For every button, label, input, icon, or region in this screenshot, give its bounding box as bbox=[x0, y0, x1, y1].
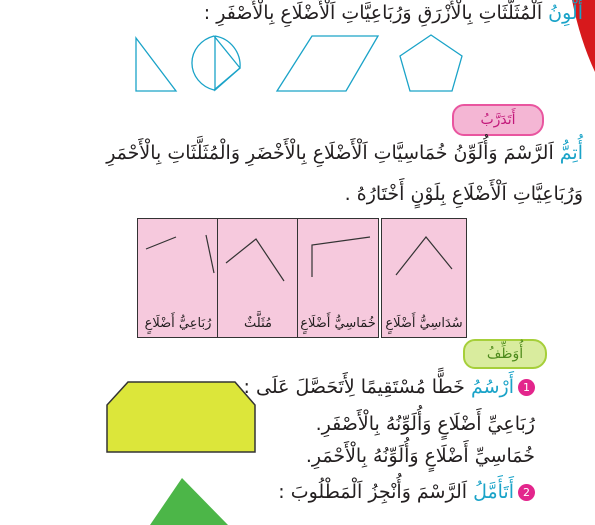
practice-tag: أَتَدَرَّبُ bbox=[452, 104, 544, 136]
item1-verb: أَرْسُمُ bbox=[470, 376, 514, 398]
item-number-badge: 2 bbox=[518, 484, 535, 501]
instruction-verb: أَلْوِنُ bbox=[548, 2, 583, 24]
box-label-triangle: مُثَلَّثٌ bbox=[244, 316, 272, 331]
practice-line-1 bbox=[106, 142, 583, 164]
shape-box-hexagon bbox=[381, 218, 467, 338]
green-triangle-shape bbox=[150, 478, 228, 525]
item-number-badge: 1 bbox=[518, 379, 535, 396]
box-label-pentagon: خُمَاسِيُّ أَضْلَاعٍ bbox=[300, 316, 376, 331]
item2-text: اَلرَّسْمَ وَأُنْجِزُ اَلْمَطْلُوبَ : bbox=[278, 481, 474, 503]
instruction-line-1 bbox=[204, 2, 583, 24]
parallelogram-shape bbox=[277, 36, 378, 91]
item1-text: خَطًّا مُسْتَقِيمًا لِأَتَحَصَّلَ عَلَى : bbox=[243, 376, 471, 398]
use-item-1 bbox=[244, 376, 535, 398]
use-item-2 bbox=[278, 481, 535, 503]
practice-line-2: وَرُبَاعِيَّاتِ اَلْأَضْلَاعِ بِلَوْنٍ أَخْتَارُهُ . bbox=[344, 183, 583, 205]
practice-verb: أُتِمُّ bbox=[559, 142, 583, 164]
instruction-text: اَلْمُثَلَّثَاتِ بِالْأَزْرَقِ وَرُبَاعِيَّاتِ اَلْأَضْلَاعِ بِالْأَصْفَرِ : bbox=[203, 2, 549, 24]
use-tag: أُوَظِّفُ bbox=[463, 339, 547, 369]
circle-segment-shape bbox=[192, 36, 240, 90]
yellow-quadrilateral-shape bbox=[107, 382, 255, 452]
box-label-hexagon: سُدَاسِيُّ أَضْلَاعٍ bbox=[385, 316, 463, 331]
box-label-quadrilateral: رُبَاعِيُّ أَضْلَاعٍ bbox=[144, 316, 212, 331]
shape-box-quadrilateral bbox=[137, 218, 219, 338]
right-triangle-shape bbox=[136, 38, 176, 91]
item2-verb: أَتَأَمَّلُ bbox=[473, 481, 514, 503]
shape-box-triangle bbox=[217, 218, 299, 338]
practice-text: اَلرَّسْمَ وَأُلَوِّنُ خُمَاسِيَّاتِ اَلْأَضْلَاعِ بِالْأَخْضَرِ وَالْمُثَلَّثَاتِ بِالْأَحْمَرِ bbox=[106, 142, 560, 164]
use-item-1-line-2: رُبَاعِيِّ أَضْلَاعٍ وَأُلَوِّنُهُ بِالْأَصْفَرِ. bbox=[315, 413, 535, 435]
pentagon-shape bbox=[400, 35, 462, 91]
shape-box-pentagon bbox=[297, 218, 379, 338]
use-item-1-line-3: خُمَاسِيِّ أَضْلَاعٍ وَأُلَوِّنُهُ بِالْأَحْمَرِ. bbox=[305, 445, 535, 467]
